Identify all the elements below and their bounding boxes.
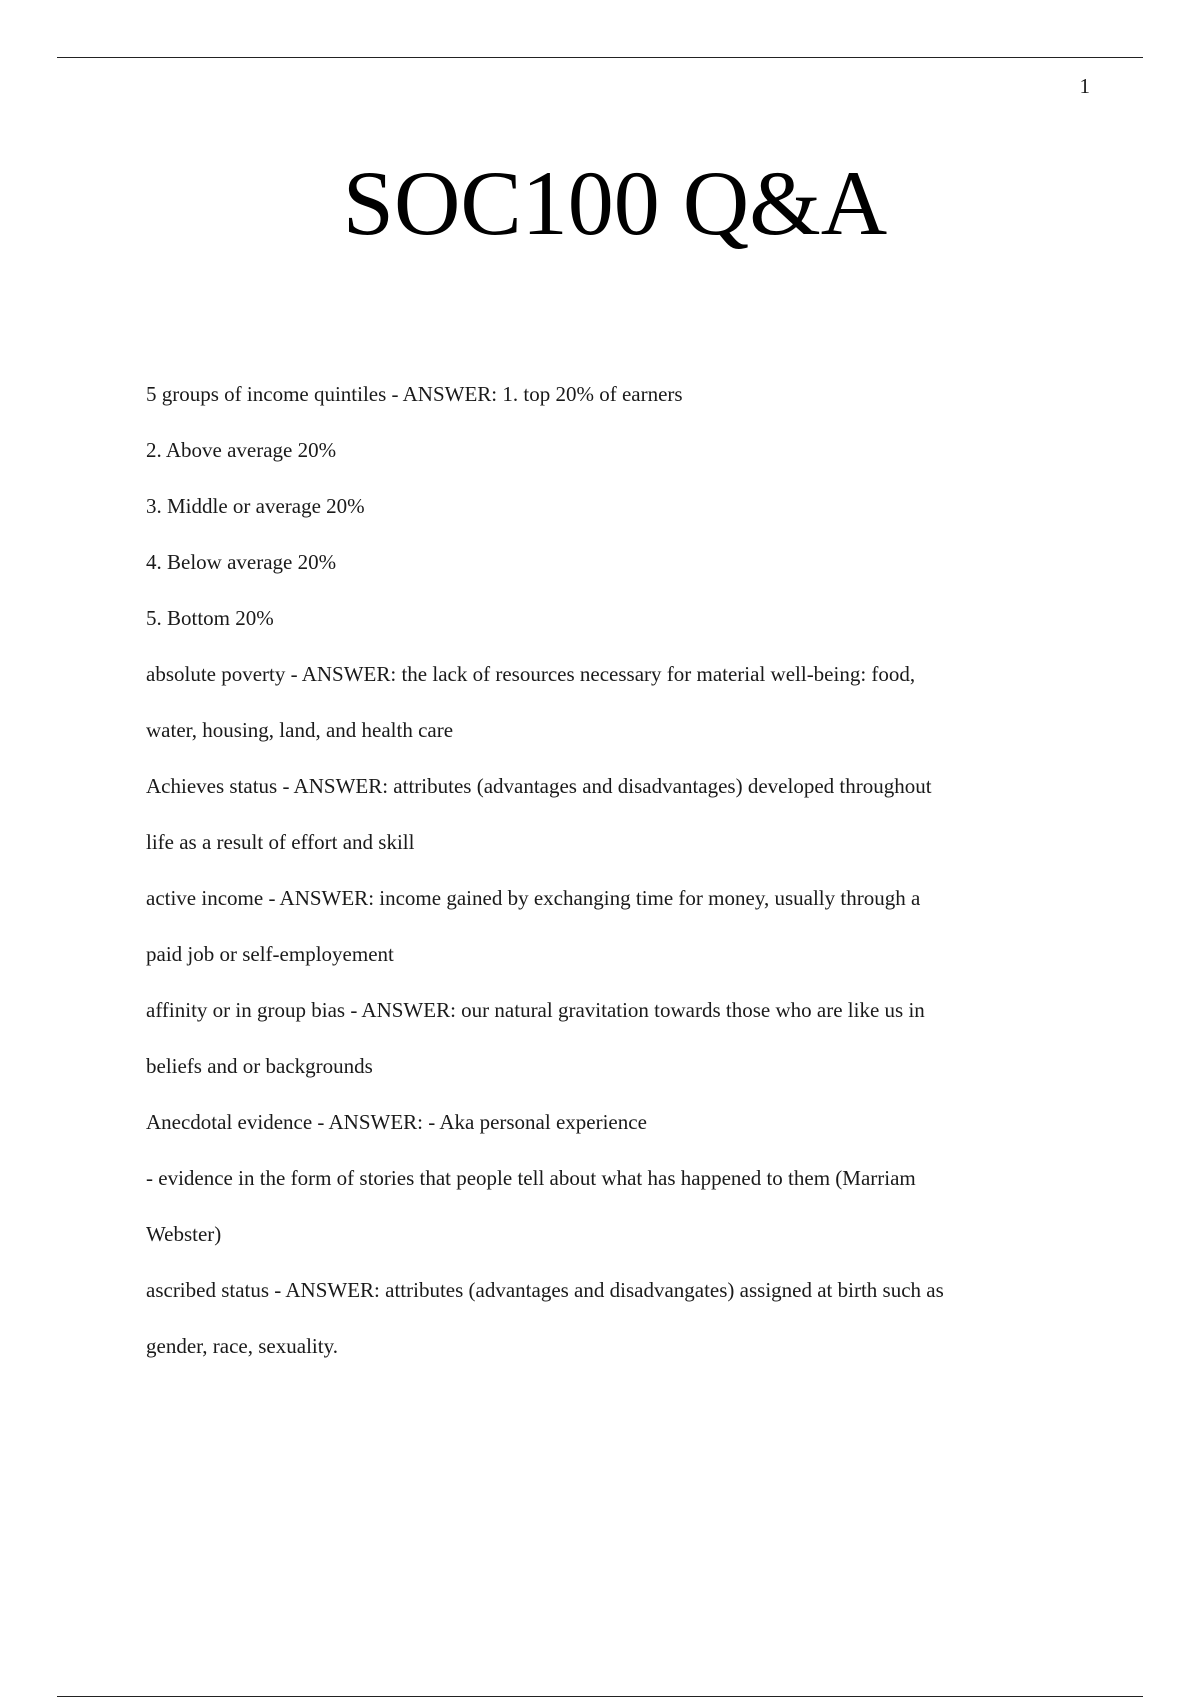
- text-line: affinity or in group bias - ANSWER: our natural gravitation towards those who are like us in: [146, 998, 925, 1022]
- text-line: life as a result of effort and skill: [146, 830, 415, 854]
- text-line: 5. Bottom 20%: [146, 606, 274, 630]
- text-line: active income - ANSWER: income gained by exchanging time for money, usually through a: [146, 886, 921, 910]
- text-line: gender, race, sexuality.: [146, 1334, 338, 1358]
- text-line: absolute poverty - ANSWER: the lack of resources necessary for material well-being: food,: [146, 662, 916, 686]
- text-line: 4. Below average 20%: [146, 550, 337, 574]
- text-line: water, housing, land, and health care: [146, 718, 454, 742]
- page-title: SOC100 Q&A: [342, 152, 888, 254]
- text-line: 5 groups of income quintiles - ANSWER: 1. top 20% of earners: [146, 382, 683, 406]
- header-rule: [57, 57, 1143, 58]
- text-line: beliefs and or backgrounds: [146, 1054, 373, 1078]
- text-line: - evidence in the form of stories that people tell about what has happened to them (Marriam: [146, 1166, 916, 1190]
- text-line: 3. Middle or average 20%: [146, 494, 365, 518]
- qa-content: [146, 366, 1086, 1374]
- text-line: paid job or self-employement: [146, 942, 394, 966]
- text-line: Anecdotal evidence - ANSWER: - Aka personal experience: [146, 1110, 647, 1134]
- page-number: 1: [1079, 74, 1090, 98]
- text-line: Achieves status - ANSWER: attributes (advantages and disadvantages) developed throughout: [146, 774, 932, 798]
- text-line: ascribed status - ANSWER: attributes (advantages and disadvangates) assigned at birth such as: [146, 1278, 944, 1302]
- footer-rule: [57, 1696, 1143, 1697]
- text-line: Webster): [146, 1222, 222, 1246]
- text-line: 2. Above average 20%: [146, 438, 337, 462]
